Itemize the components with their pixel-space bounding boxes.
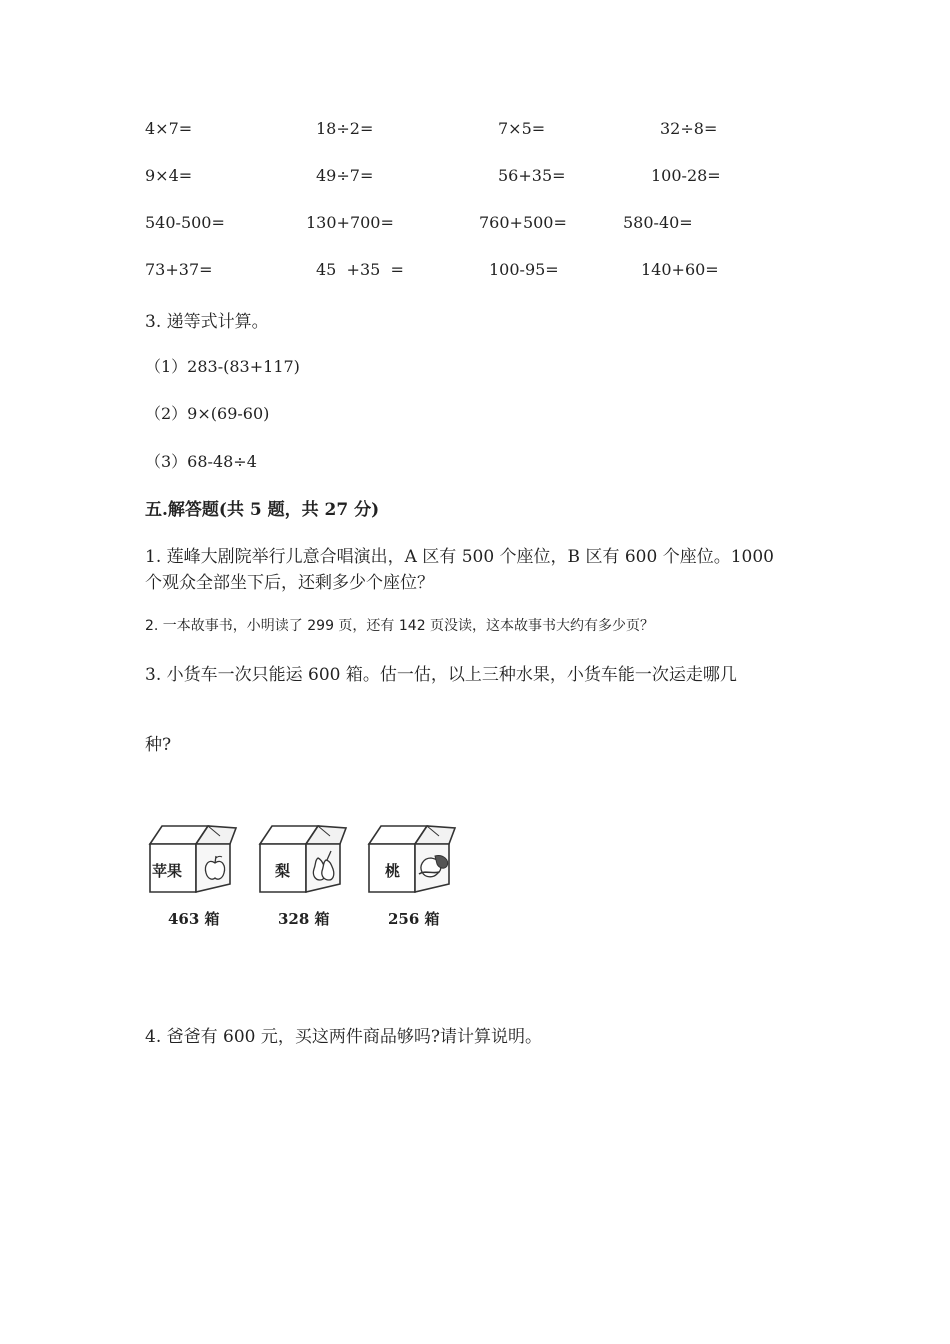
arith-item: 130+700=: [306, 213, 394, 232]
box-count: 463 箱: [168, 910, 220, 928]
arith-item: 18÷2=: [316, 119, 374, 138]
arith-item: 540-500=: [145, 213, 225, 232]
arith-item: 45 +35 =: [316, 260, 404, 279]
arith-item: 760+500=: [479, 213, 567, 232]
calc-item: （3）68-48÷4: [145, 452, 257, 471]
arith-item: 32÷8=: [660, 119, 718, 138]
box-label: 苹果: [152, 862, 183, 880]
arith-item: 4×7=: [145, 119, 193, 138]
question-3-title: 3. 递等式计算。: [145, 312, 269, 332]
arith-item: 140+60=: [641, 260, 719, 279]
arith-item: 7×5=: [498, 119, 546, 138]
arith-item: 580-40=: [623, 213, 693, 232]
pear-icon: [310, 848, 336, 882]
arith-item: 100-28=: [651, 166, 721, 185]
problem-1-line-2: 个观众全部坐下后，还剩多少个座位？: [145, 573, 434, 593]
problem-3-line-1: 3. 小货车一次只能运 600 箱。估一估，以上三种水果，小货车能一次运走哪几: [145, 665, 737, 685]
apple-icon: [203, 854, 227, 882]
problem-3-line-2: 种?: [145, 735, 172, 755]
calc-item: （2）9×(69-60): [145, 404, 270, 423]
box-count: 256 箱: [388, 910, 440, 928]
arith-item: 56+35=: [498, 166, 566, 185]
box-label: 桃: [385, 862, 401, 880]
peach-icon: [417, 852, 451, 882]
arith-item: 73+37=: [145, 260, 213, 279]
section-heading: 五.解答题(共 5 题，共 27 分): [145, 500, 380, 520]
arith-item: 9×4=: [145, 166, 193, 185]
box-count: 328 箱: [278, 910, 330, 928]
arith-item: 49÷7=: [316, 166, 374, 185]
calc-item: （1）283-(83+117): [145, 357, 300, 376]
problem-1-line-1: 1. 莲峰大剧院举行儿意合唱演出，A 区有 500 个座位，B 区有 600 个座位。1000: [145, 547, 774, 567]
box-icon: [258, 822, 350, 894]
problem-2: 2. 一本故事书，小明读了 299 页，还有 142 页没读，这本故事书大约有多少页？: [145, 618, 655, 634]
box-label: 梨: [275, 862, 291, 880]
arith-item: 100-95=: [489, 260, 559, 279]
problem-4: 4. 爸爸有 600 元，买这两件商品够吗?请计算说明。: [145, 1027, 542, 1047]
